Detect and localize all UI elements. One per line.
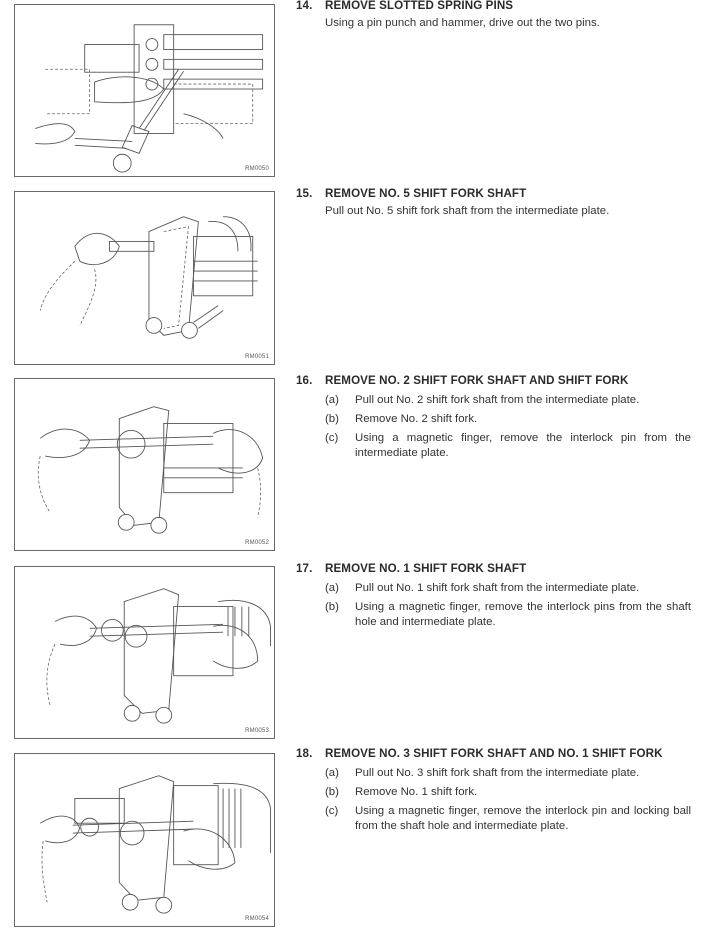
step-number: 15. [296, 187, 313, 200]
substep-text: Using a magnetic finger, remove the interlock pins from the shaft hole and intermediate plate. [355, 601, 691, 628]
step-18 [296, 746, 691, 834]
substep-text: Pull out No. 1 shift fork shaft from the intermediate plate. [355, 582, 640, 594]
substep-letter: (a) [325, 582, 339, 594]
substep-text: Using a magnetic finger, remove the interlock pin and locking ball from the shaft hole and intermediate plate. [355, 805, 691, 832]
step-heading [296, 0, 691, 13]
substep-text: Using a magnetic finger, remove the interlock pin from the intermediate plate. [355, 432, 691, 459]
step-substeps [325, 766, 691, 834]
substep-letter: (c) [325, 432, 339, 444]
figure-code: RM0050 [245, 166, 269, 172]
step-heading [296, 746, 691, 761]
substep-letter: (a) [325, 394, 339, 406]
substep [325, 431, 691, 461]
step-title: REMOVE NO. 1 SHIFT FORK SHAFT [325, 562, 527, 575]
step-number: 16. [296, 374, 313, 387]
figure-code: RM0051 [245, 354, 269, 360]
step-substeps [325, 581, 691, 630]
substep [325, 581, 691, 596]
figure-no1-shift-fork-shaft [14, 566, 275, 739]
step-16 [296, 373, 691, 461]
substep-text: Remove No. 2 shift fork. [355, 413, 478, 425]
step-instruction: Using a pin punch and hammer, drive out the two pins. [325, 17, 600, 29]
step-heading [296, 561, 691, 576]
substep [325, 600, 691, 630]
substep-letter: (b) [325, 601, 339, 613]
figure-code: RM0054 [245, 916, 269, 922]
substep [325, 393, 691, 408]
step-15 [296, 186, 691, 219]
figure-code: RM0053 [245, 728, 269, 734]
step-instruction: Pull out No. 5 shift fork shaft from the intermediate plate. [325, 205, 610, 217]
substep [325, 804, 691, 834]
step-number: 18. [296, 747, 313, 760]
illustration-drive-out-pins [15, 5, 274, 176]
substep-letter: (a) [325, 767, 339, 779]
substep-letter: (b) [325, 413, 339, 425]
figure-pin-punch-hammer [14, 4, 275, 177]
substep [325, 785, 691, 800]
substep [325, 766, 691, 781]
step-number: 17. [296, 562, 313, 575]
step-title: REMOVE NO. 3 SHIFT FORK SHAFT AND NO. 1 SHIFT FORK [325, 747, 663, 760]
substep-letter: (c) [325, 805, 339, 817]
step-heading [296, 186, 691, 201]
step-number: 14. [296, 0, 313, 12]
step-14 [296, 0, 691, 31]
illustration-pull-no1-shaft [15, 567, 274, 738]
step-heading [296, 373, 691, 388]
figure-code: RM0052 [245, 540, 269, 546]
substep-letter: (b) [325, 786, 339, 798]
substep [325, 412, 691, 427]
step-title: REMOVE SLOTTED SPRING PINS [325, 0, 514, 12]
illustration-pull-no5-shaft [15, 192, 274, 364]
step-title: REMOVE NO. 2 SHIFT FORK SHAFT AND SHIFT FORK [325, 374, 629, 387]
step-17 [296, 561, 691, 630]
substep-text: Remove No. 1 shift fork. [355, 786, 478, 798]
figure-no3-shift-fork-shaft [14, 753, 275, 927]
substep-text: Pull out No. 3 shift fork shaft from the intermediate plate. [355, 767, 640, 779]
step-title: REMOVE NO. 5 SHIFT FORK SHAFT [325, 187, 527, 200]
figure-no5-shift-fork-shaft [14, 191, 275, 365]
illustration-pull-no2-shaft [15, 379, 274, 550]
figure-no2-shift-fork-shaft [14, 378, 275, 551]
illustration-pull-no3-shaft [15, 754, 274, 926]
substep-text: Pull out No. 2 shift fork shaft from the intermediate plate. [355, 394, 640, 406]
step-substeps [325, 393, 691, 461]
